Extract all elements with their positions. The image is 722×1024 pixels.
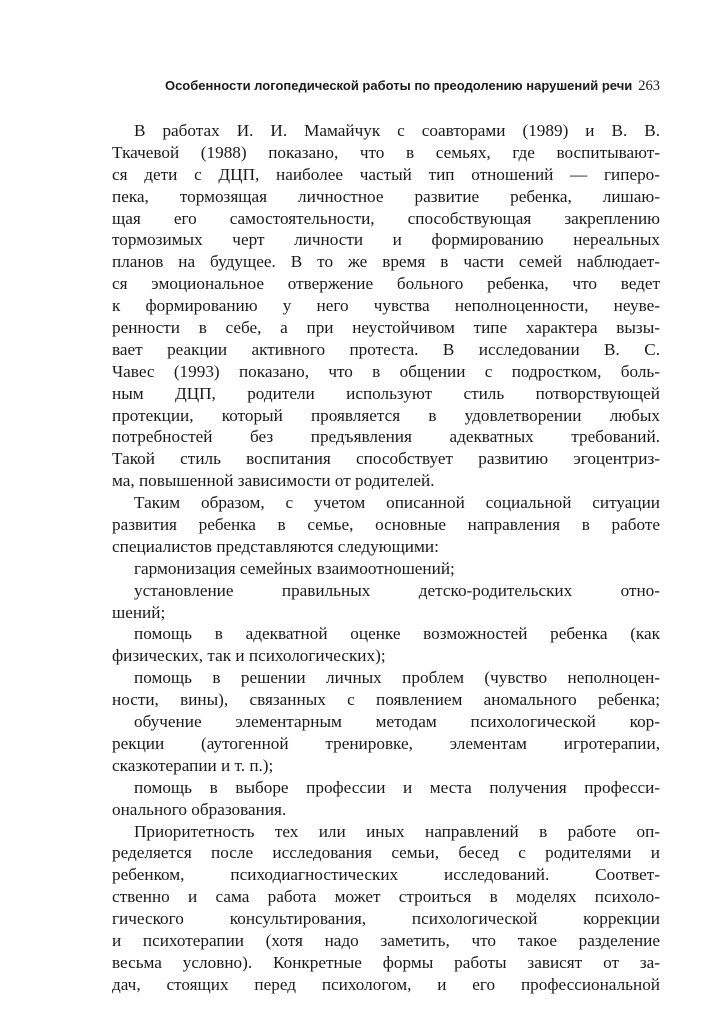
text-line: весьма условно). Конкретные формы работы зависят от за- xyxy=(112,952,660,972)
text-line: ределяется после исследования семьи, бесед с родителями и xyxy=(112,843,660,863)
text-line: пека, тормозящая личностное развитие ребенка, лишаю- xyxy=(112,186,660,206)
text-line: сказкотерапии и т. п.); xyxy=(112,755,274,775)
text-line: помощь в решении личных проблем (чувство неполноцен- xyxy=(134,668,660,688)
text-line: ребенком, психодиагностических исследований. Соответ- xyxy=(112,865,660,885)
text-line: специалистов представляются следующими: xyxy=(112,536,439,556)
text-line: Такой стиль воспитания способствует развитию эгоцентриз- xyxy=(112,449,660,469)
text-line: и психотерапии (хотя надо заметить, что такое разделение xyxy=(112,930,660,950)
body-text xyxy=(112,120,660,996)
running-header xyxy=(112,78,660,100)
text-line: ся эмоциональное отвержение больного ребенка, что ведет xyxy=(112,274,660,294)
running-title: Особенности логопедической работы по преодолению нарушений речи xyxy=(164,78,633,93)
text-line: ственно и сама работа может строиться в моделях психоло- xyxy=(112,887,660,907)
text-line: потребностей без предъявления адекватных требований. xyxy=(112,427,660,447)
text-line: планов на будущее. В то же время в части семей наблюдает- xyxy=(112,252,660,272)
text-line: тормозимых черт личности и формированию нереальных xyxy=(112,230,660,250)
text-line: гармонизация семейных взаимоотношений; xyxy=(134,558,455,578)
text-line: помощь в адекватной оценке возможностей ребенка (как xyxy=(134,624,660,644)
text-line: гического консультирования, психологической коррекции xyxy=(112,909,660,929)
text-line: к формированию у него чувства неполноценности, неуве- xyxy=(112,296,660,316)
text-line: рекции (аутогенной тренировке, элементам игротерапии, xyxy=(112,733,660,753)
text-line: помощь в выборе профессии и места получения професси- xyxy=(134,777,660,797)
text-line: Приоритетность тех или иных направлений в работе оп- xyxy=(134,821,660,841)
text-line: ма, повышенной зависимости от родителей. xyxy=(112,471,435,491)
page-number: 263 xyxy=(638,78,660,94)
text-line: вает реакции активного протеста. В исследовании В. С. xyxy=(112,339,660,359)
text-line: ности, вины), связанных с появлением аномального ребенка; xyxy=(112,690,660,710)
text-line: ным ДЦП, родители используют стиль потворствующей xyxy=(112,383,660,403)
text-line: онального образования. xyxy=(112,799,287,819)
text-line: установление правильных детско-родительских отно- xyxy=(134,580,660,600)
text-line: Чавес (1993) показано, что в общении с подростком, боль- xyxy=(112,361,660,381)
text-line: Ткачевой (1988) показано, что в семьях, где воспитывают- xyxy=(112,142,660,162)
text-line: дач, стоящих перед психологом, и его профессиональной xyxy=(112,974,660,994)
text-line: обучение элементарным методам психологической кор- xyxy=(134,712,660,732)
text-line: протекции, который проявляется в удовлетворении любых xyxy=(112,405,660,425)
text-line: щая его самостоятельности, способствующая закреплению xyxy=(112,208,660,228)
text-line: ренности в себе, а при неустойчивом типе характера вызы- xyxy=(112,318,660,338)
text-line: физических, так и психологических); xyxy=(112,646,386,666)
text-line: В работах И. И. Мамайчук с соавторами (1989) и В. В. xyxy=(134,121,660,140)
text-line: Таким образом, с учетом описанной социальной ситуации xyxy=(134,493,660,513)
text-line: ся дети с ДЦП, наиболее частый тип отношений — гиперо- xyxy=(112,164,660,184)
text-line: развития ребенка в семье, основные направления в работе xyxy=(112,515,660,535)
text-line: шений; xyxy=(112,602,166,622)
